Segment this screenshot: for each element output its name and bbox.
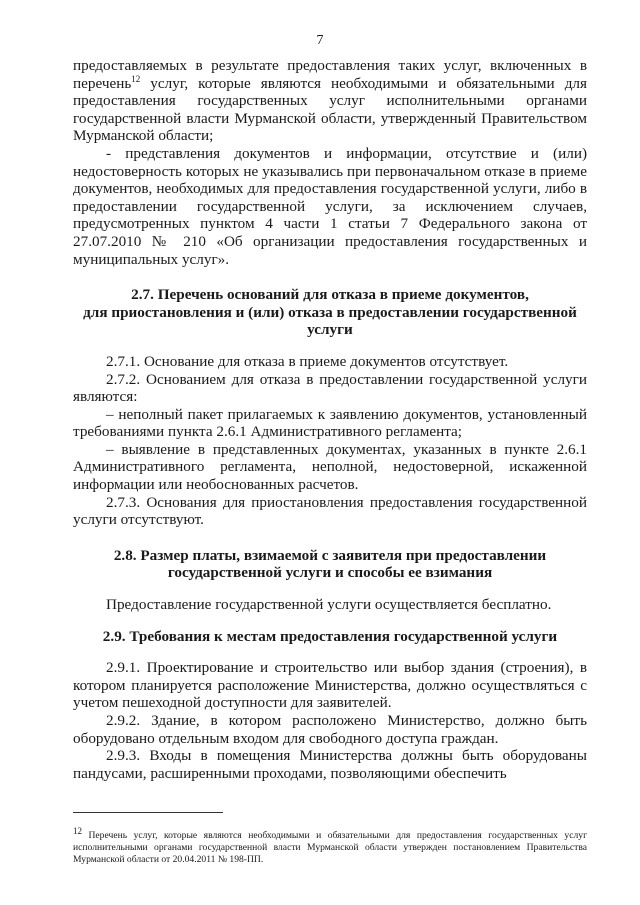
intro-text-start: предоставляемых в результате предоставления таких услуг, включенных в перечень — [73, 57, 587, 92]
footnote-reference: 12 — [131, 73, 141, 84]
page-body — [73, 57, 587, 782]
footnote-text: Перечень услуг, которые являются необходимыми и обязательными для предоставления государственных услуг исполнительными органами государственной власти Мурманской области утвержден постановлением Правительства Мурманской области от 20.04.2011 № 198-ПП. — [73, 829, 587, 865]
bullet-documents: - представления документов и информации, отсутствие и (или) недостоверность которых не указывались при первоначальном отказе в приеме документов, необходимых для предоставления государственной услуги, либо в предоставлении государственной услуги, за исключением случаев, предусмотренных пунктом 4 части 1 статьи 7 Федерального закона от 27.07.2010 № 210 «Об организации предоставления государственных и муниципальных услуг». — [73, 144, 587, 268]
paragraph-2-7-3: 2.7.3. Основания для приостановления предоставления государственной услуги отсутствуют. — [73, 493, 587, 529]
section-2-7-heading-line-2: для приостановления и (или) отказа в предоставлении государственной — [83, 303, 577, 321]
intro-text-end: услуг, которые являются необходимыми и обязательными для предоставления государственных услуг исполнительными органами государственной власти Мурманской области, утвержденный Правительством Мурманской области; — [73, 74, 587, 145]
paragraph-2-8-free: Предоставление государственной услуги осуществляется бесплатно. — [106, 596, 552, 614]
section-2-8-heading-line-2: государственной услуги и способы ее взимания — [167, 564, 493, 582]
footnote-mark: 12 — [73, 825, 82, 836]
bullet-incomplete-package: – неполный пакет прилагаемых к заявлению документов, установленный требованиями пункта 2.6.1 Административного регламента; — [73, 405, 587, 441]
section-2-8-heading-line-1: 2.8. Размер платы, взимаемой с заявителя при предоставлении — [113, 546, 547, 564]
bullet-inaccurate-info: – выявление в представленных документах, указанных в пункте 2.6.1 Административного регламента, неполной, недостоверной, искаженной информации или необоснованных расчетов. — [73, 440, 587, 494]
section-2-7-heading-line-1: 2.7. Перечень оснований для отказа в приеме документов, — [131, 286, 529, 304]
section-2-9-heading: 2.9. Требования к местам предоставления государственной услуги — [102, 627, 558, 645]
paragraph-2-7-2: 2.7.2. Основанием для отказа в предоставлении государственной услуги являются: — [73, 370, 587, 406]
footnote-divider — [73, 812, 223, 813]
footnote — [73, 825, 587, 867]
page-number: 7 — [316, 33, 324, 48]
paragraph-2-9-1: 2.9.1. Проектирование и строительство или выбор здания (строения), в котором планируется расположение Министерства, должно осуществляться с учетом пешеходной доступности для заявителей. — [73, 659, 587, 712]
paragraph-2-9-3: 2.9.3. Входы в помещения Министерства должны быть оборудованы пандусами, расширенными проходами, позволяющими обеспечить — [73, 747, 587, 782]
paragraph-2-7-1: 2.7.1. Основание для отказа в приеме документов отсутствует. — [106, 352, 509, 370]
intro-paragraph — [73, 57, 587, 145]
section-2-7-heading-line-3: услуги — [307, 321, 353, 339]
paragraph-2-9-2: 2.9.2. Здание, в котором расположено Министерство, должно быть оборудовано отдельным входом для свободного доступа граждан. — [73, 712, 587, 747]
